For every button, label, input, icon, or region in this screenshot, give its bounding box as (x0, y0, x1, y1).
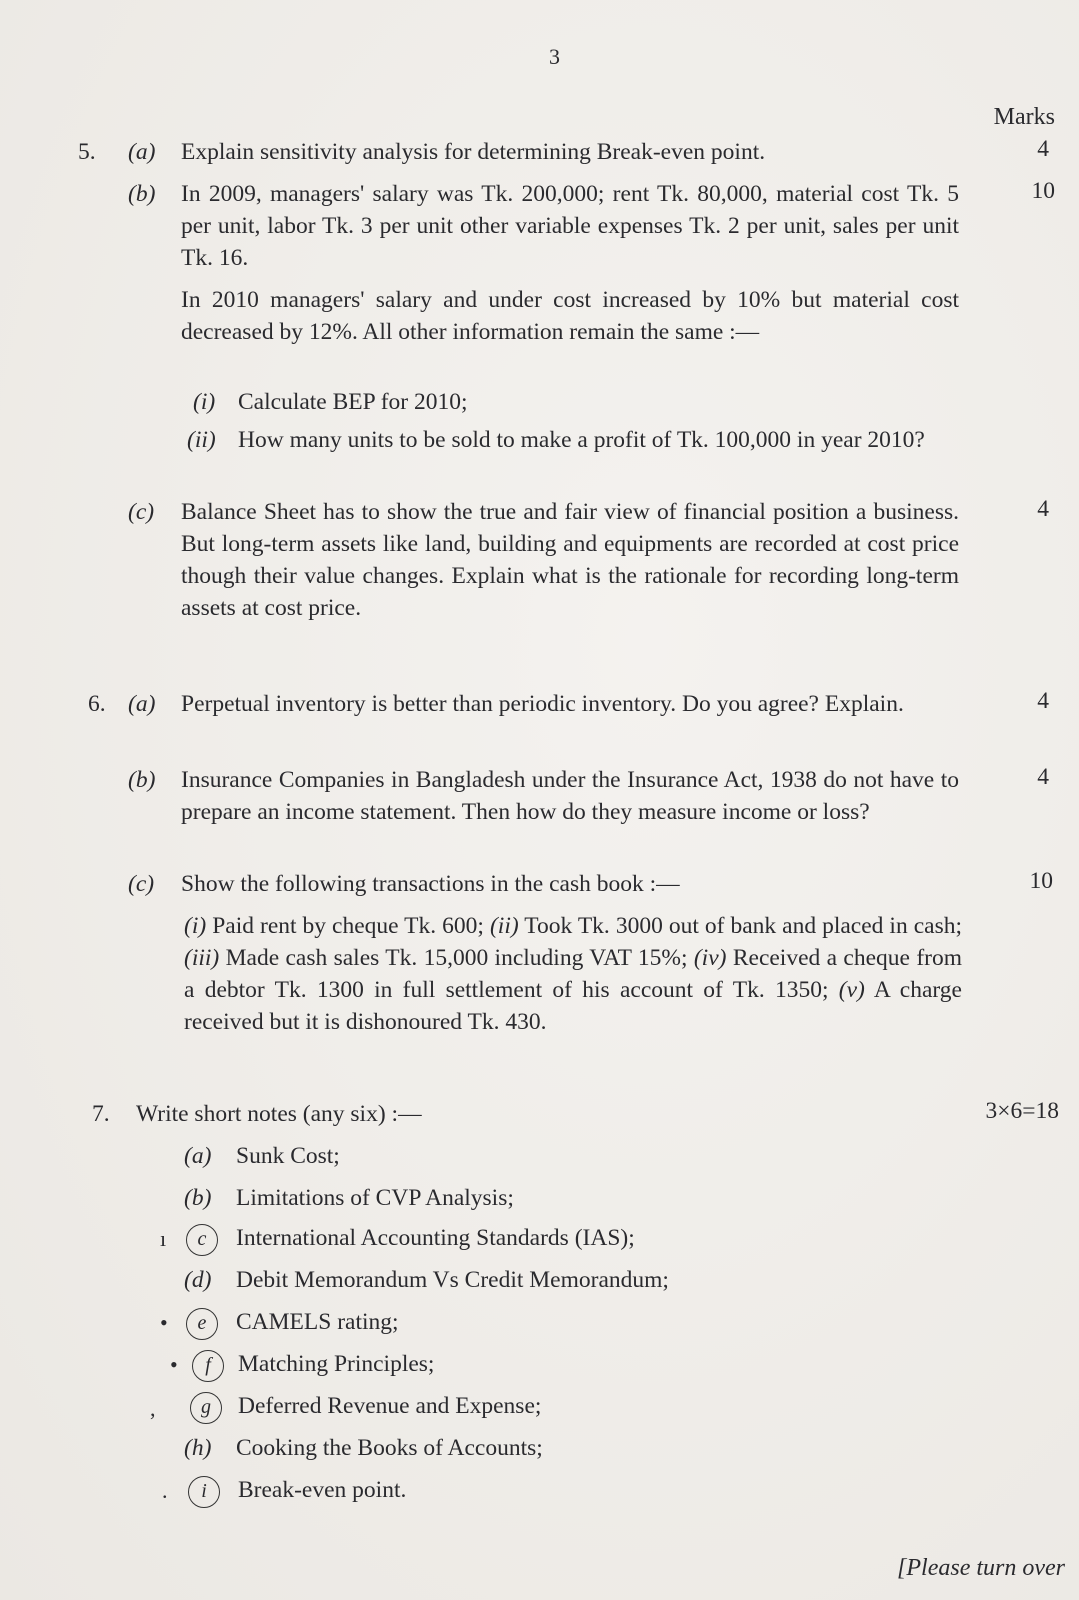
q5b-ii-text: How many units to be sold to make a profit of Tk. 100,000 in year 2010? (238, 427, 925, 453)
t-i-text: Paid rent by cheque Tk. 600; (206, 913, 490, 939)
q6a-marks: 4 (1037, 688, 1049, 714)
q7-item-label-circled (188, 1474, 220, 1508)
t-ii-text: Took Tk. 3000 out of bank and placed in cash; (518, 913, 962, 939)
q6b-text: Insurance Companies in Bangladesh under the Insurance Act, 1938 do not have to prepare an income statement. Then how do they measure income or loss? (181, 767, 959, 825)
q7-item-label: (a) (184, 1143, 212, 1169)
q7-item-label-circled (186, 1306, 218, 1340)
t-i-label: (i) (184, 913, 207, 939)
page-number: 3 (549, 44, 560, 69)
pen-mark: ı (160, 1226, 167, 1251)
q5c-marks: 4 (1037, 496, 1049, 522)
q6b-marks: 4 (1037, 764, 1049, 790)
t-ii-label: (ii) (489, 913, 519, 939)
q6a-text: Perpetual inventory is better than periodic inventory. Do you agree? Explain. (181, 691, 904, 717)
q5a-text: Explain sensitivity analysis for determining Break-even point. (181, 139, 766, 165)
q7-item-label: (d) (184, 1267, 212, 1293)
q5b-label: (b) (128, 181, 156, 207)
q6b-label: (b) (128, 767, 156, 793)
q7-item-label: (b) (184, 1185, 212, 1211)
q7-item-text: Cooking the Books of Accounts; (236, 1435, 543, 1461)
q6c-marks: 10 (1029, 868, 1053, 894)
q5c-text: Balance Sheet has to show the true and fair view of financial position a business. But long-term assets like land, building and equipments are recorded at cost price though their value changes. Explain what is the rationale for recording long-term assets at cost price. (181, 499, 959, 621)
q7-item-label: (h) (184, 1435, 212, 1461)
pen-mark: • (170, 1352, 178, 1377)
q7-item-text: CAMELS rating; (236, 1309, 399, 1335)
q5b-text2: In 2010 managers' salary and under cost increased by 10% but material cost decreased by 12%. All other information remain the same :— (181, 287, 959, 345)
q7-item-label-circled (190, 1390, 222, 1424)
q7-item-text: Matching Principles; (238, 1351, 435, 1377)
please-turn-over: [Please turn over (897, 1555, 1065, 1581)
circled-label: f (192, 1350, 224, 1382)
q7-item-text: Sunk Cost; (236, 1143, 340, 1169)
circled-label: c (186, 1224, 218, 1256)
circled-label: g (190, 1392, 222, 1424)
q5-number: 5. (78, 139, 96, 165)
q7-marks: 3×6=18 (985, 1098, 1059, 1124)
q5b-marks: 10 (1031, 178, 1055, 204)
q5b-i-text: Calculate BEP for 2010; (238, 389, 468, 415)
t-iii-label: (iii) (184, 945, 220, 971)
q7-item-text: Break-even point. (238, 1477, 407, 1503)
q7-item-label-circled (186, 1222, 218, 1256)
t-iv-label: (iv) (693, 945, 727, 971)
q5a-marks: 4 (1037, 136, 1049, 162)
q6-number: 6. (88, 691, 106, 717)
t-iii-text: Made cash sales Tk. 15,000 including VAT 15%; (219, 945, 694, 971)
q5b-i-label: (i) (193, 389, 216, 415)
q6c-text: Show the following transactions in the cash book :— (181, 871, 680, 897)
q7-item-text: Deferred Revenue and Expense; (238, 1393, 542, 1419)
q7-item-text: Limitations of CVP Analysis; (236, 1185, 514, 1211)
t-v-text: A charge received but it is dishonoured Tk. 430. (184, 977, 962, 1035)
t-v-label: (v) (838, 977, 865, 1003)
q6c-label: (c) (128, 871, 155, 897)
q7-item-text: Debit Memorandum Vs Credit Memorandum; (236, 1267, 669, 1293)
q6a-label: (a) (128, 691, 156, 717)
pen-mark: . (162, 1478, 168, 1503)
q5c-label: (c) (128, 499, 155, 525)
marks-header: Marks (993, 104, 1055, 130)
q5a-label: (a) (128, 139, 156, 165)
circled-label: i (188, 1476, 220, 1508)
circled-label: e (186, 1308, 218, 1340)
q6c-transactions (184, 910, 962, 1038)
pen-mark: • (160, 1310, 168, 1335)
q7-item-text: International Accounting Standards (IAS); (236, 1225, 635, 1251)
q7-text: Write short notes (any six) :— (136, 1101, 422, 1127)
pen-mark: , (150, 1396, 156, 1421)
t-iv-text: Received a cheque from a debtor Tk. 1300 in full settlement of his account of Tk. 1350; (184, 945, 963, 1003)
q5b-ii-label: (ii) (187, 427, 216, 453)
q7-item-label-circled (192, 1348, 224, 1382)
q5b-text1: In 2009, managers' salary was Tk. 200,000; rent Tk. 80,000, material cost Tk. 5 per unit, labor Tk. 3 per unit other variable expenses Tk. 2 per unit, sales per unit Tk. 16. (181, 181, 959, 271)
q7-number: 7. (92, 1101, 110, 1127)
